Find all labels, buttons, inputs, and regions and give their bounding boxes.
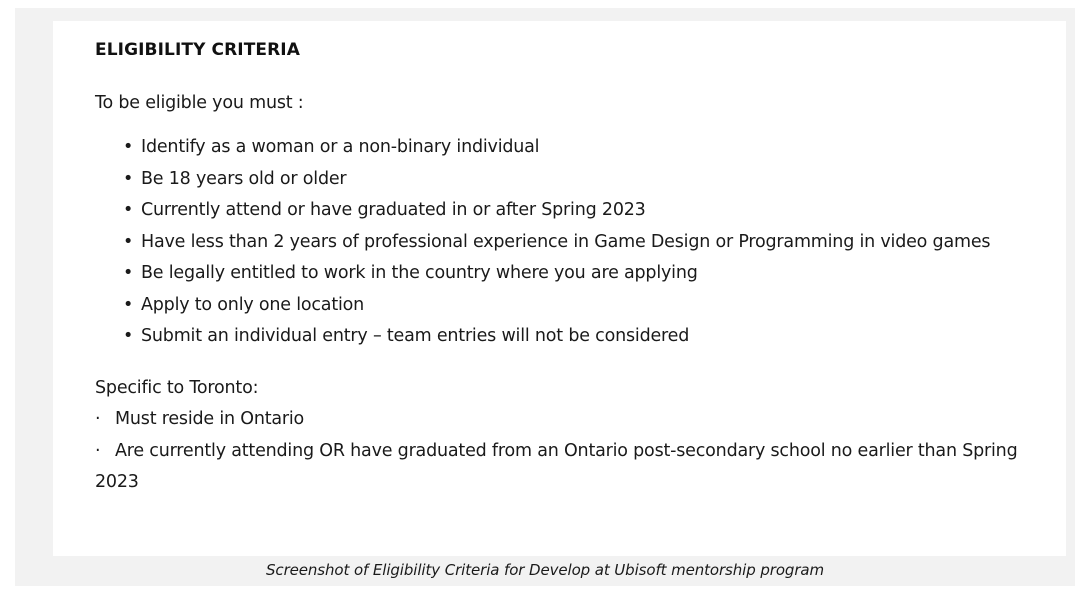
criteria-list	[95, 132, 1066, 353]
criteria-item	[123, 132, 1031, 164]
criteria-item-text: Currently attend or have graduated in or after Spring 2023	[141, 200, 646, 220]
criteria-item	[123, 227, 1031, 259]
criteria-item	[123, 290, 1031, 322]
eligibility-heading: ELIGIBILITY CRITERIA	[95, 40, 300, 60]
criteria-item-text: Have less than 2 years of professional experience in Game Design or Programming in video games	[141, 231, 991, 252]
bullet-icon: •	[123, 137, 134, 157]
screenshot-frame	[15, 8, 1075, 586]
toronto-specific-item-text: Must reside in Ontario	[115, 409, 305, 429]
criteria-item-text: Submit an individual entry – team entries will not be considered	[141, 326, 690, 346]
criteria-item-text: Identify as a woman or a non-binary individual	[141, 137, 540, 157]
toronto-specific-title: Specific to Toronto:	[95, 377, 259, 398]
criteria-item-text: Be legally entitled to work in the country where you are applying	[141, 263, 698, 283]
criteria-item	[123, 258, 1031, 290]
bullet-icon: •	[123, 294, 134, 315]
criteria-item-text: Apply to only one location	[141, 294, 365, 315]
eligibility-card	[53, 21, 1066, 556]
criteria-item	[123, 195, 1031, 227]
dot-icon: ·	[95, 409, 101, 429]
image-caption: Screenshot of Eligibility Criteria for Develop at Ubisoft mentorship program	[266, 561, 824, 579]
criteria-item	[123, 164, 1031, 196]
dot-icon: ·	[95, 440, 101, 461]
eligibility-intro: To be eligible you must :	[95, 93, 304, 113]
bullet-icon: •	[123, 326, 134, 346]
bullet-icon: •	[123, 263, 134, 283]
toronto-specific-item	[95, 404, 1035, 436]
bullet-icon: •	[123, 231, 134, 252]
toronto-specific-item	[95, 436, 1035, 499]
criteria-item-text: Be 18 years old or older	[141, 168, 347, 189]
bullet-icon: •	[123, 168, 134, 189]
toronto-specific-item-text: Are currently attending OR have graduated from an Ontario post-secondary school no earlier than Spring 2023	[95, 440, 1018, 492]
bullet-icon: •	[123, 200, 134, 220]
criteria-item	[123, 321, 1031, 353]
